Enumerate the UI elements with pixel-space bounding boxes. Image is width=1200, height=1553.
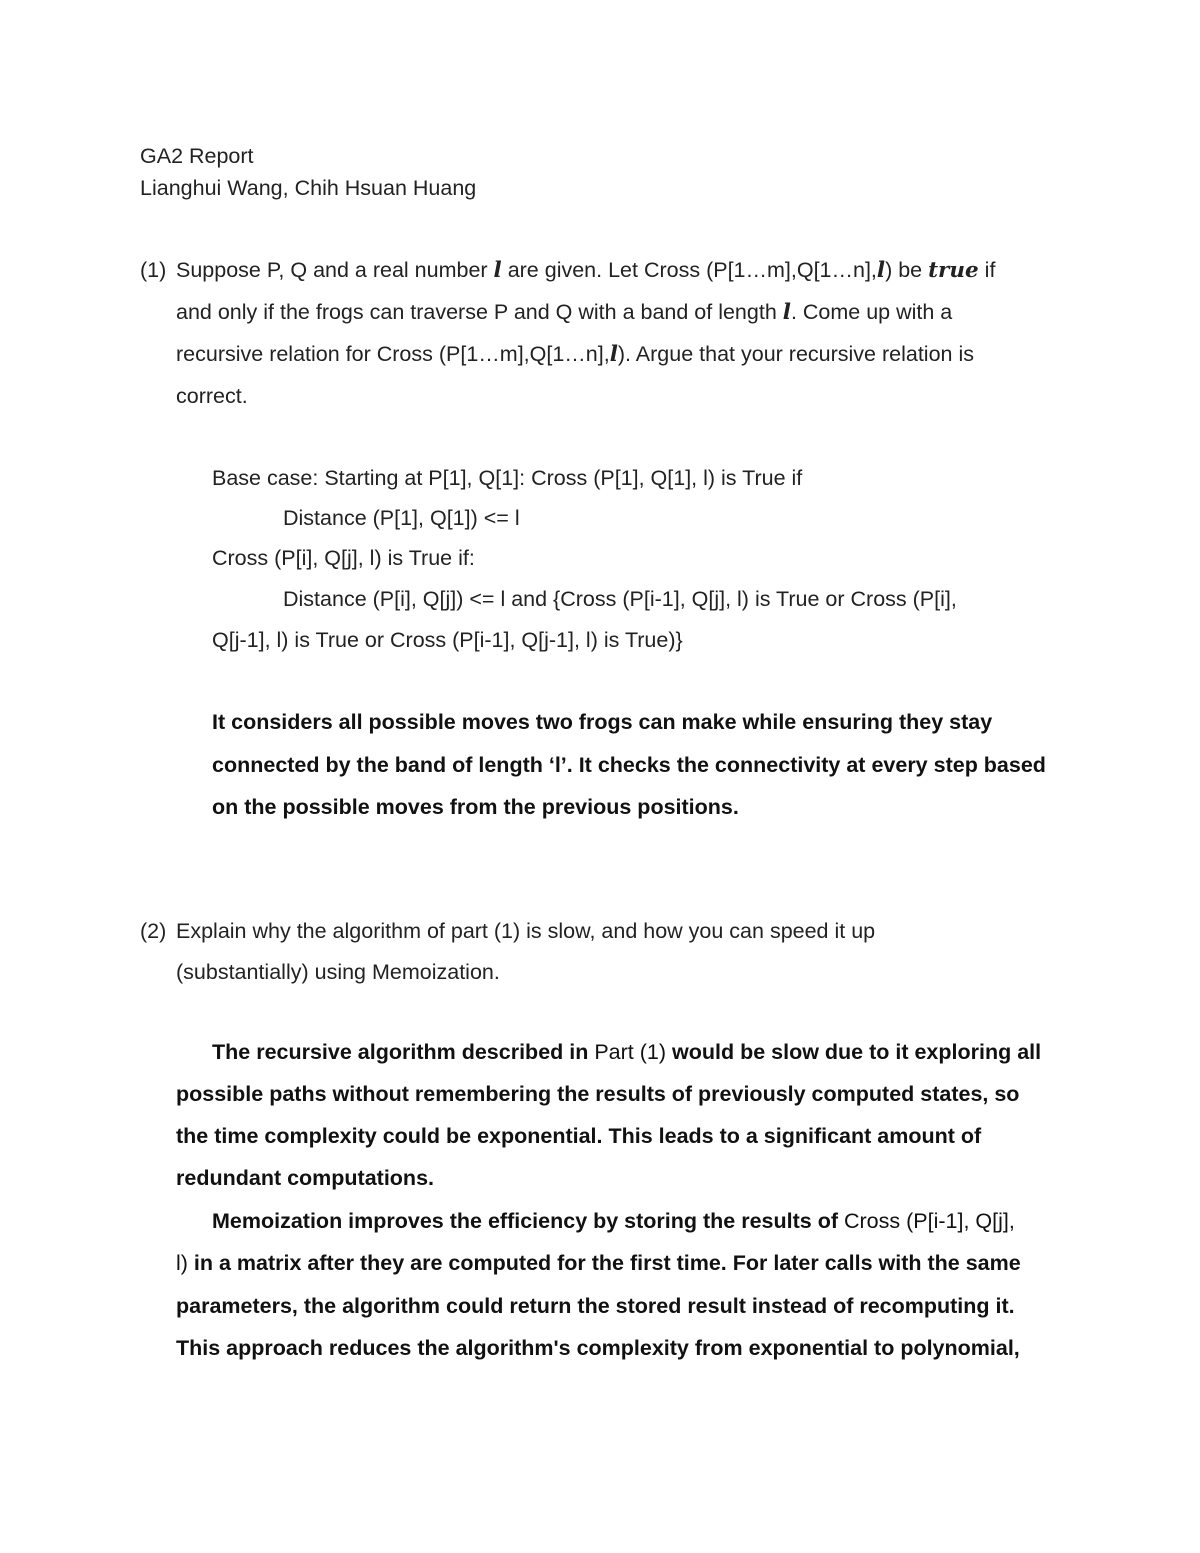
question-1-line-4: correct.	[176, 384, 248, 408]
base-case-condition: Distance (P[1], Q[1]) <= l	[283, 506, 520, 530]
question-2-number: (2)	[140, 919, 167, 943]
argument-line-3: on the possible moves from the previous positions.	[212, 795, 739, 819]
argument-line-1: It considers all possible moves two frogs can make while ensuring they stay	[212, 710, 993, 734]
report-authors: Lianghui Wang, Chih Hsuan Huang	[140, 176, 477, 200]
general-case-condition-2: Q[j-1], l) is True or Cross (P[i-1], Q[j-1], l) is True)}	[212, 628, 683, 652]
answer-2-paragraph-1-line-3: the time complexity could be exponential. This leads to a significant amount of	[176, 1124, 982, 1148]
argument-line-2: connected by the band of length ‘l’. It checks the connectivity at every step based	[212, 753, 1046, 777]
answer-2-paragraph-1-line-1: The recursive algorithm described in Part (1) would be slow due to it exploring all	[212, 1040, 1042, 1064]
question-2-line-2: (substantially) using Memoization.	[176, 960, 500, 984]
answer-2-paragraph-2-line-4: This approach reduces the algorithm's complexity from exponential to polynomial,	[176, 1336, 1020, 1360]
base-case-line: Base case: Starting at P[1], Q[1]: Cross (P[1], Q[1], l) is True if	[212, 466, 803, 490]
general-case-condition-1: Distance (P[i], Q[j]) <= l and {Cross (P[i-1], Q[j], l) is True or Cross (P[i],	[283, 587, 957, 611]
question-1-line-1: Suppose P, Q and a real number l are given. Let Cross (P[1…m],Q[1…n],l) be true if	[176, 258, 996, 283]
answer-2-paragraph-2-line-2: l) in a matrix after they are computed for the first time. For later calls with the same	[176, 1251, 1021, 1275]
question-1-line-2: and only if the frogs can traverse P and Q with a band of length l. Come up with a	[176, 300, 953, 325]
answer-2-paragraph-1-line-2: possible paths without remembering the results of previously computed states, so	[176, 1082, 1020, 1106]
answer-2-paragraph-2-line-1: Memoization improves the efficiency by storing the results of Cross (P[i-1], Q[j],	[212, 1209, 1015, 1233]
answer-2-paragraph-2-line-3: parameters, the algorithm could return the stored result instead of recomputing it.	[176, 1294, 1015, 1318]
general-case-line: Cross (P[i], Q[j], l) is True if:	[212, 546, 475, 570]
report-title: GA2 Report	[140, 144, 254, 168]
question-2-line-1: Explain why the algorithm of part (1) is slow, and how you can speed it up	[176, 919, 876, 943]
question-1-number: (1)	[140, 258, 167, 282]
answer-2-paragraph-1-line-4: redundant computations.	[176, 1166, 434, 1190]
question-1-line-3: recursive relation for Cross (P[1…m],Q[1…n],l). Argue that your recursive relation is	[176, 342, 974, 367]
